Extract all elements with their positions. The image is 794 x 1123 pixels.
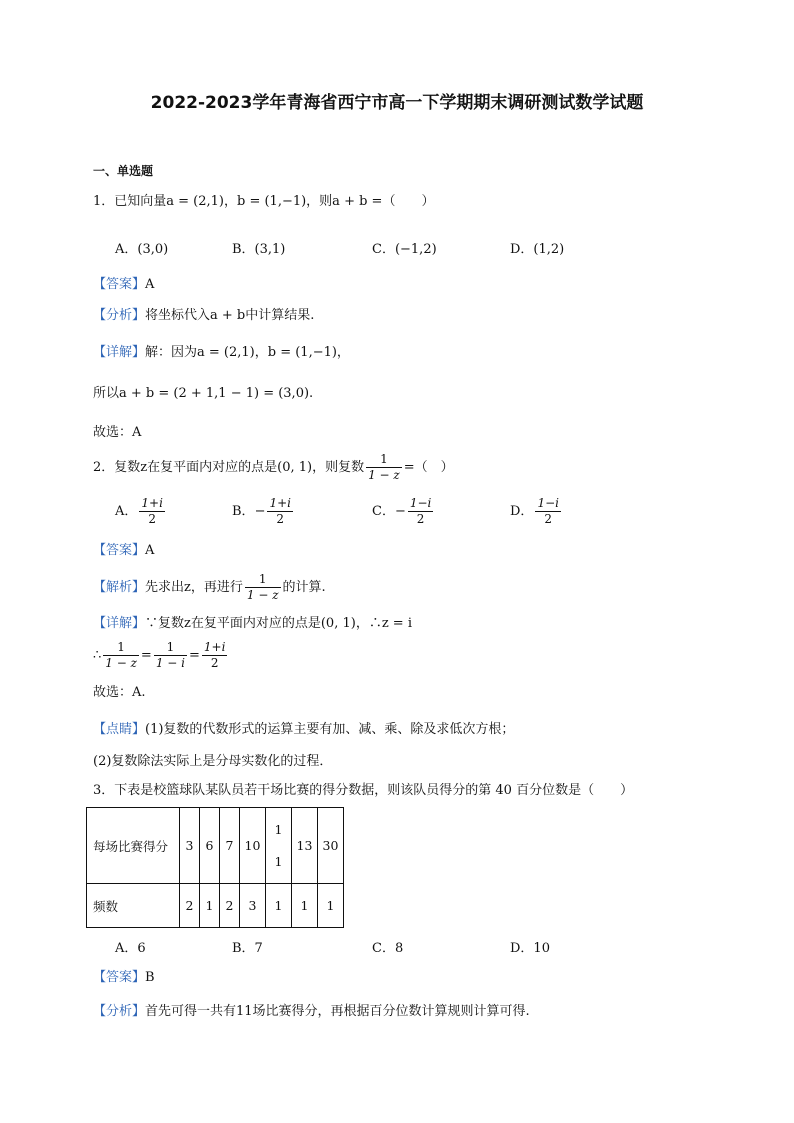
sign: − bbox=[254, 504, 266, 519]
q2-calc: ∴ $\frac{1}{1 - z}$ = $\frac{1}{1 - i}$ = $\frac{1+i}{2}$ bbox=[93, 640, 226, 670]
analysis-end: 的计算. bbox=[282, 580, 326, 595]
cell: 1 bbox=[318, 884, 344, 928]
num: 1 bbox=[166, 640, 175, 654]
q3-analysis bbox=[93, 1003, 530, 1021]
cell: 7 bbox=[220, 808, 240, 884]
den: 1 − z bbox=[368, 468, 400, 482]
q2-choose: 故选：A. bbox=[93, 685, 146, 700]
num: 1+i bbox=[203, 640, 226, 654]
q3-option-b: B．7 bbox=[232, 941, 263, 956]
q2-stem bbox=[93, 452, 454, 483]
q1-option-a: A．(3,0) bbox=[115, 242, 169, 257]
num: 1+i bbox=[269, 496, 291, 510]
detail-tag: 【详解】 bbox=[93, 345, 146, 360]
cell: 3 bbox=[180, 808, 200, 884]
score-table bbox=[86, 807, 344, 928]
cell: 6 bbox=[200, 808, 220, 884]
q3-option-d: D．10 bbox=[510, 941, 550, 956]
q3-option-c: C．8 bbox=[372, 941, 404, 956]
answer-value: A bbox=[145, 277, 155, 292]
q2-point2: (2)复数除法实际上是分母实数化的过程． bbox=[93, 754, 333, 769]
q2-detail bbox=[93, 615, 412, 633]
den: 1 − z bbox=[105, 656, 137, 670]
label: B． bbox=[232, 504, 255, 519]
analysis-text: 将坐标代入a + b中计算结果. bbox=[145, 308, 315, 323]
cell: 1 bbox=[266, 884, 292, 928]
cell: 2 bbox=[180, 884, 200, 928]
cell: 30 bbox=[318, 808, 344, 884]
q1-option-d: D．(1,2) bbox=[510, 242, 565, 257]
analysis-text: 首先可得一共有11场比赛得分，再根据百分位数计算规则计算可得. bbox=[145, 1004, 530, 1019]
q1-choose: 故选：A bbox=[93, 425, 142, 440]
detail-text: 解：因为a = (2,1)，b = (1,−1)， bbox=[145, 345, 350, 360]
q1-option-c: C．(−1,2) bbox=[372, 242, 437, 257]
cell: 13 bbox=[292, 808, 318, 884]
q3-answer bbox=[93, 969, 155, 987]
analysis-tag: 【解析】 bbox=[93, 580, 146, 595]
q2-stem-text: 2．复数z在复平面内对应的点是(0, 1)，则复数 bbox=[93, 460, 365, 475]
q2-option-a bbox=[115, 496, 167, 527]
den: 1 − z bbox=[246, 588, 279, 602]
q1-detail bbox=[93, 344, 350, 362]
answer-value: A bbox=[145, 543, 155, 558]
q1-stem: 1．已知向量a = (2,1)，b = (1,−1)，则a + b =（ ） bbox=[93, 194, 435, 209]
detail-tag: 【详解】 bbox=[93, 616, 146, 631]
q1-option-b: B．(3,1) bbox=[232, 242, 286, 257]
q3-stem: 3．下表是校篮球队某队员若干场比赛的得分数据，则该队员得分的第 40 百分位数是（ ） bbox=[93, 783, 634, 798]
section-heading: 一、单选题 bbox=[93, 164, 154, 178]
num: 1−i bbox=[537, 496, 559, 510]
num: 1 bbox=[258, 572, 267, 586]
cell: 1 bbox=[292, 884, 318, 928]
q2-option-b bbox=[232, 496, 295, 527]
q1-analysis bbox=[93, 307, 314, 325]
den: 2 bbox=[535, 511, 561, 527]
label: D． bbox=[510, 504, 534, 519]
cell: 3 bbox=[240, 884, 266, 928]
cell: 1 bbox=[200, 884, 220, 928]
cell: 1 1 bbox=[266, 808, 292, 884]
den: 1 − i bbox=[155, 656, 185, 670]
analysis-text: 先求出z，再进行 bbox=[145, 580, 243, 595]
q3-option-a: A．6 bbox=[115, 941, 146, 956]
point-tag: 【点睛】 bbox=[93, 722, 146, 737]
q1-detail2: 所以a + b = (2 + 1,1 − 1) = (3,0). bbox=[93, 386, 314, 401]
analysis-tag: 【分析】 bbox=[93, 1004, 146, 1019]
num: 1 bbox=[117, 640, 125, 654]
cell: 10 bbox=[240, 808, 266, 884]
den: 2 bbox=[408, 511, 434, 527]
label: C． bbox=[372, 504, 395, 519]
row-label: 每场比赛得分 bbox=[87, 808, 180, 884]
point-text: (1)复数的代数形式的运算主要有加、减、乘、除及求低次方根； bbox=[145, 722, 515, 737]
q2-option-d bbox=[510, 496, 563, 527]
sign: − bbox=[394, 504, 406, 519]
q2-stem-end: =（ ） bbox=[403, 460, 454, 475]
q1-answer bbox=[93, 276, 154, 294]
q2-analysis bbox=[93, 572, 326, 603]
row-label: 频数 bbox=[87, 884, 180, 928]
answer-tag: 【答案】 bbox=[93, 543, 146, 558]
answer-value: B bbox=[145, 970, 155, 985]
q2-fraction bbox=[366, 452, 402, 483]
answer-tag: 【答案】 bbox=[93, 970, 146, 985]
den: 2 bbox=[267, 511, 293, 527]
q2-answer bbox=[93, 542, 154, 560]
label: A． bbox=[115, 504, 138, 519]
cell: 2 bbox=[220, 884, 240, 928]
q2-point bbox=[93, 721, 514, 739]
analysis-tag: 【分析】 bbox=[93, 308, 146, 323]
den: 2 bbox=[202, 655, 228, 671]
den: 2 bbox=[139, 511, 165, 527]
num: 1+i bbox=[141, 496, 163, 510]
q2-option-c bbox=[372, 496, 435, 527]
num: 1 bbox=[380, 452, 388, 466]
num: 1−i bbox=[409, 496, 432, 510]
answer-tag: 【答案】 bbox=[93, 277, 146, 292]
document-title: 2022-2023学年青海省西宁市高一下学期期末调研测试数学试题 bbox=[150, 93, 644, 113]
therefore-symbol: ∴ bbox=[93, 648, 102, 663]
detail-text: ∵复数z在复平面内对应的点是(0, 1)，∴z = i bbox=[145, 616, 412, 631]
